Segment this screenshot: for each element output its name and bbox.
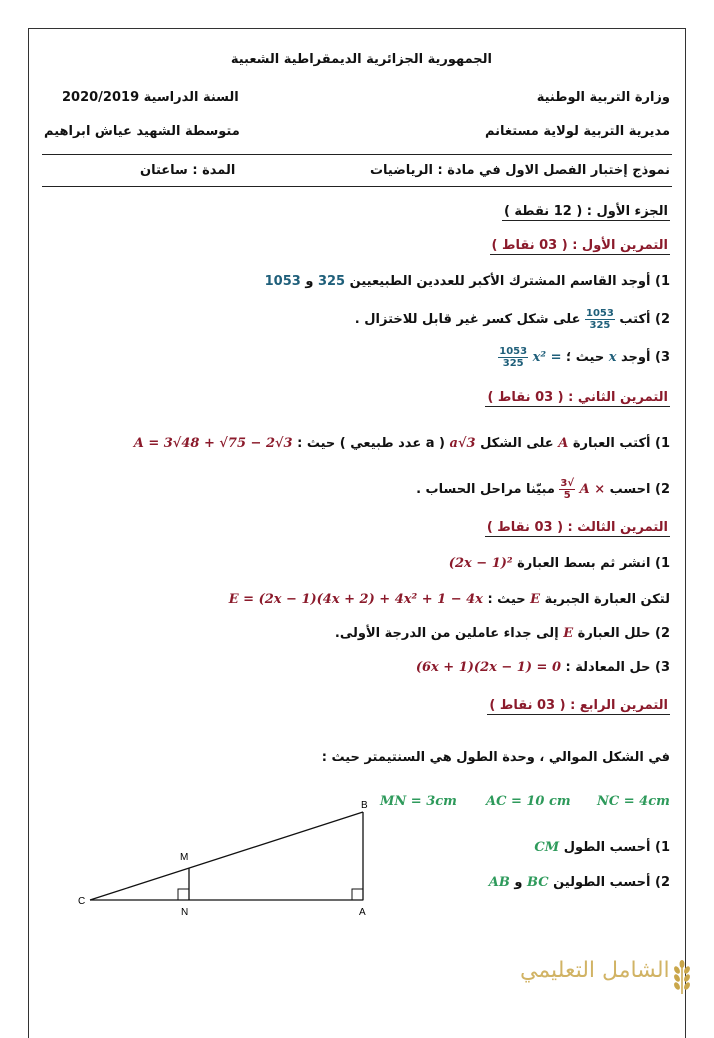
ex2-q2 (416, 478, 670, 501)
ex1-q1-and: و (305, 274, 314, 289)
ex1-q1-number: 1) (655, 274, 670, 289)
directorate-label: مديرية التربية لولاية مستغانم (484, 124, 670, 139)
ministry-label: وزارة التربية الوطنية (536, 90, 670, 105)
ex2-q2-rest: مبيّنا مراحل الحساب . (416, 482, 555, 497)
ex4-q2 (489, 875, 670, 890)
exam-title: نموذج إختبار الفصل الاول في مادة : الرياضيات (369, 163, 670, 178)
ex1-title-text: التمرين الأول : ( 03 نقاط ) (491, 238, 668, 253)
ex4-q2-var2: AB (488, 875, 510, 890)
ex1-q2-rest: على شكل كسر غير قابل للاختزال . (354, 312, 581, 327)
ex3-q1-expression: (2x − 1)² (448, 556, 513, 571)
ex1-q3-number: 3) (655, 350, 670, 365)
right-angle-n (178, 889, 189, 900)
school-year: السنة الدراسية 2020/2019 (62, 90, 239, 105)
ex4-title (487, 698, 670, 713)
ex1-q1-a: 325 (317, 274, 346, 289)
ex3-q2-number: 2) (655, 626, 670, 641)
ex3-q3 (416, 660, 670, 675)
ex2-q2-text: احسب (609, 482, 651, 497)
ex1-q2-fraction (585, 308, 615, 331)
ex1-q2-text: أكتب (619, 312, 651, 327)
ex4-given-ac: AC = 10 cm (486, 794, 571, 809)
ex2-q2-number: 2) (655, 482, 670, 497)
ex2-title-text: التمرين الثاني : ( 03 نقاط ) (487, 390, 668, 405)
ex3-q2 (335, 626, 670, 641)
ex1-q3-where: حيث ؛ (566, 350, 605, 365)
ex2-q1-var: A (558, 436, 569, 451)
ex2-q1-mid: على الشكل (480, 436, 554, 451)
ex1-q2-denominator: 325 (589, 320, 611, 331)
ex3-line2-var: E (530, 592, 541, 607)
ex3-line2 (229, 592, 670, 607)
ex4-title-text: التمرين الرابع : ( 03 نقاط ) (489, 698, 668, 713)
ex3-q3-number: 3) (655, 660, 670, 675)
ex2-q2-numerator: √3 (560, 478, 575, 489)
ex2-title (485, 390, 670, 405)
ex2-q1-number: 1) (655, 436, 670, 451)
ex3-q3-expression: (6x + 1)(2x − 1) = 0 (415, 660, 561, 675)
ex4-intro: في الشكل الموالي ، وحدة الطول هي السنتيمتر حيث : (321, 750, 670, 765)
ex4-given-mn: MN = 3cm (380, 794, 457, 809)
ex3-line2-text: لتكن العبارة الجبرية (544, 592, 670, 607)
ex1-q3-numerator: 1053 (499, 346, 528, 357)
ex3-q1-number: 1) (655, 556, 670, 571)
ex1-q3-fraction (498, 346, 528, 369)
ex2-q1-expression: A = 3√48 + √75 − 2√3 (133, 436, 293, 451)
label-a: A (359, 907, 366, 918)
ex3-q1-text: انشر ثم بسط العبارة (517, 556, 651, 571)
ex1-q3-denominator: 325 (502, 358, 524, 369)
ex1-q3-text: أوجد (621, 350, 651, 365)
republic-title: الجمهورية الجزائرية الديمقراطية الشعبية (230, 52, 492, 67)
wheat-logo-icon (668, 958, 696, 996)
ex1-title (490, 238, 671, 253)
ex1-q2 (355, 308, 670, 331)
ex4-q2-number: 2) (655, 875, 670, 890)
ex3-title-text: التمرين الثالث : ( 03 نقاط ) (486, 520, 668, 535)
label-m: M (180, 852, 189, 863)
school-name: متوسطة الشهيد عياش ابراهيم (44, 124, 240, 139)
ex1-q3 (498, 346, 670, 369)
ex3-title (485, 520, 670, 535)
exam-duration: المدة : ساعتان (140, 163, 236, 178)
ex4-q2-and: و (514, 875, 523, 890)
ex4-given-nc: NC = 4cm (597, 794, 670, 809)
part1-title-text: الجزء الأول : ( 12 نقطة ) (503, 204, 668, 219)
ex1-q2-number: 2) (655, 312, 670, 327)
ex3-q1 (449, 556, 670, 571)
ex3-q3-text: حل المعادلة : (565, 660, 651, 675)
ex3-line2-where: حيث : (487, 592, 526, 607)
triangle-figure (70, 792, 380, 922)
ex1-q1-text: أوجد القاسم المشترك الأكبر للعددين الطبيعيين (349, 274, 651, 289)
right-angle-a (352, 889, 363, 900)
ex3-q2-var: E (563, 626, 574, 641)
ex1-q2-numerator: 1053 (586, 308, 614, 319)
ex2-q2-expression: A × (579, 482, 606, 497)
ex4-q1-text: أحسب الطول (563, 840, 651, 855)
ex3-q2-rest: إلى جداء عاملين من الدرجة الأولى. (334, 626, 559, 641)
label-n: N (181, 907, 189, 918)
ex2-q1-paren: ( a عدد طبيعي ) حيث : (297, 436, 445, 451)
header-divider-top (42, 154, 672, 155)
ex1-q3-lhs: x² = (532, 350, 562, 365)
ex1-q1-b: 1053 (264, 274, 301, 289)
ex3-line2-expression: E = (2x − 1)(4x + 2) + 4x² + 1 − 4x (228, 592, 483, 607)
ex4-q2-var1: BC (526, 875, 549, 890)
ex2-q2-denominator: 5 (563, 490, 571, 501)
ex4-q1-var: CM (534, 840, 560, 855)
label-c: C (78, 896, 86, 907)
ex3-q2-text: حلل العبارة (577, 626, 651, 641)
ex4-q1 (534, 840, 670, 855)
ex1-q3-var: x (608, 350, 617, 365)
label-b: B (361, 800, 368, 811)
ex2-q1-form: a√3 (449, 436, 476, 451)
ex2-q2-fraction (559, 478, 575, 501)
ex1-q1 (265, 274, 670, 289)
header-divider-bottom (42, 186, 672, 187)
ex2-q1-text: أكتب العبارة (572, 436, 651, 451)
ex2-q1 (134, 436, 670, 451)
watermark-logo: الشامل التعليمي (520, 958, 670, 983)
ex4-q1-number: 1) (655, 840, 670, 855)
segment-cb (90, 812, 363, 900)
part1-title (502, 204, 670, 219)
ex4-q2-text: أحسب الطولين (553, 875, 651, 890)
